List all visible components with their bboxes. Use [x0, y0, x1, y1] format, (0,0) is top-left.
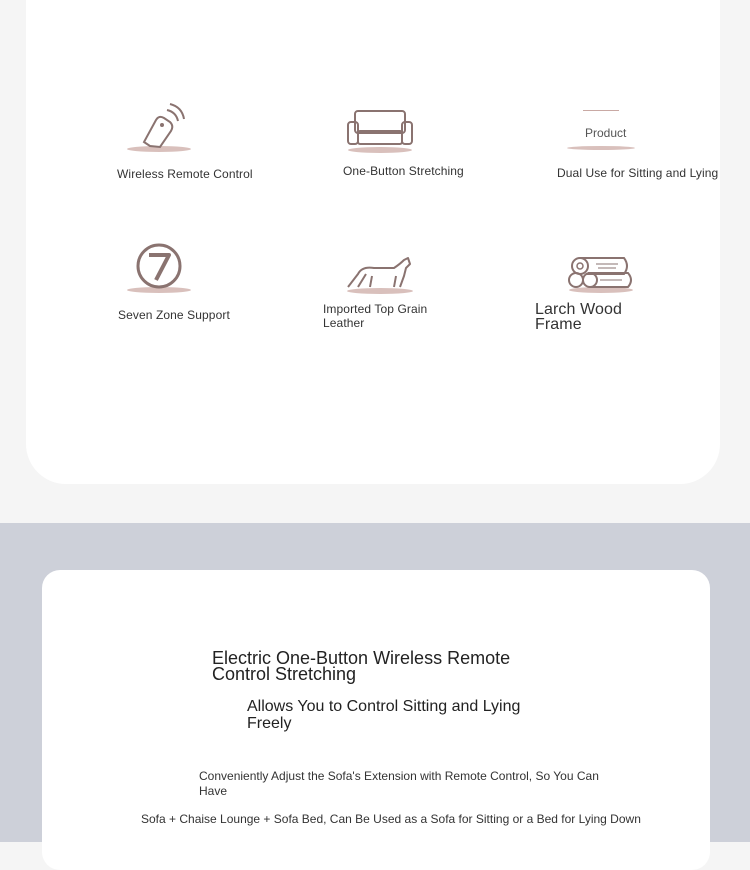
section-body-text: Conveniently Adjust the Sofa's Extension with Remote Control, So You Can Have: [199, 769, 599, 798]
bull-icon: [344, 254, 416, 296]
feature-label: Imported Top Grain Leather: [323, 302, 428, 330]
remote-control-icon: [124, 100, 194, 156]
feature-label: One-Button Stretching: [343, 164, 464, 178]
feature-label: Seven Zone Support: [118, 308, 230, 322]
feature-label: Dual Use for Sitting and Lying: [557, 166, 719, 180]
seven-circle-icon: [124, 242, 194, 296]
logs-icon: [566, 252, 636, 296]
sofa-icon: [345, 106, 415, 156]
feature-label: Larch Wood Frame: [535, 301, 622, 333]
product-image-caption: Product: [585, 126, 627, 140]
section-headline: Electric One-Button Wireless Remote Control Stretching: [212, 648, 511, 684]
product-image-icon: [567, 108, 635, 154]
feature-label: Wireless Remote Control: [117, 167, 253, 181]
section-subhead: Allows You to Control Sitting and Lying Freely: [247, 698, 521, 732]
section-body-text-secondary: Sofa + Chaise Lounge + Sofa Bed, Can Be Used as a Sofa for Sitting or a Bed for Lying Down: [141, 812, 641, 826]
